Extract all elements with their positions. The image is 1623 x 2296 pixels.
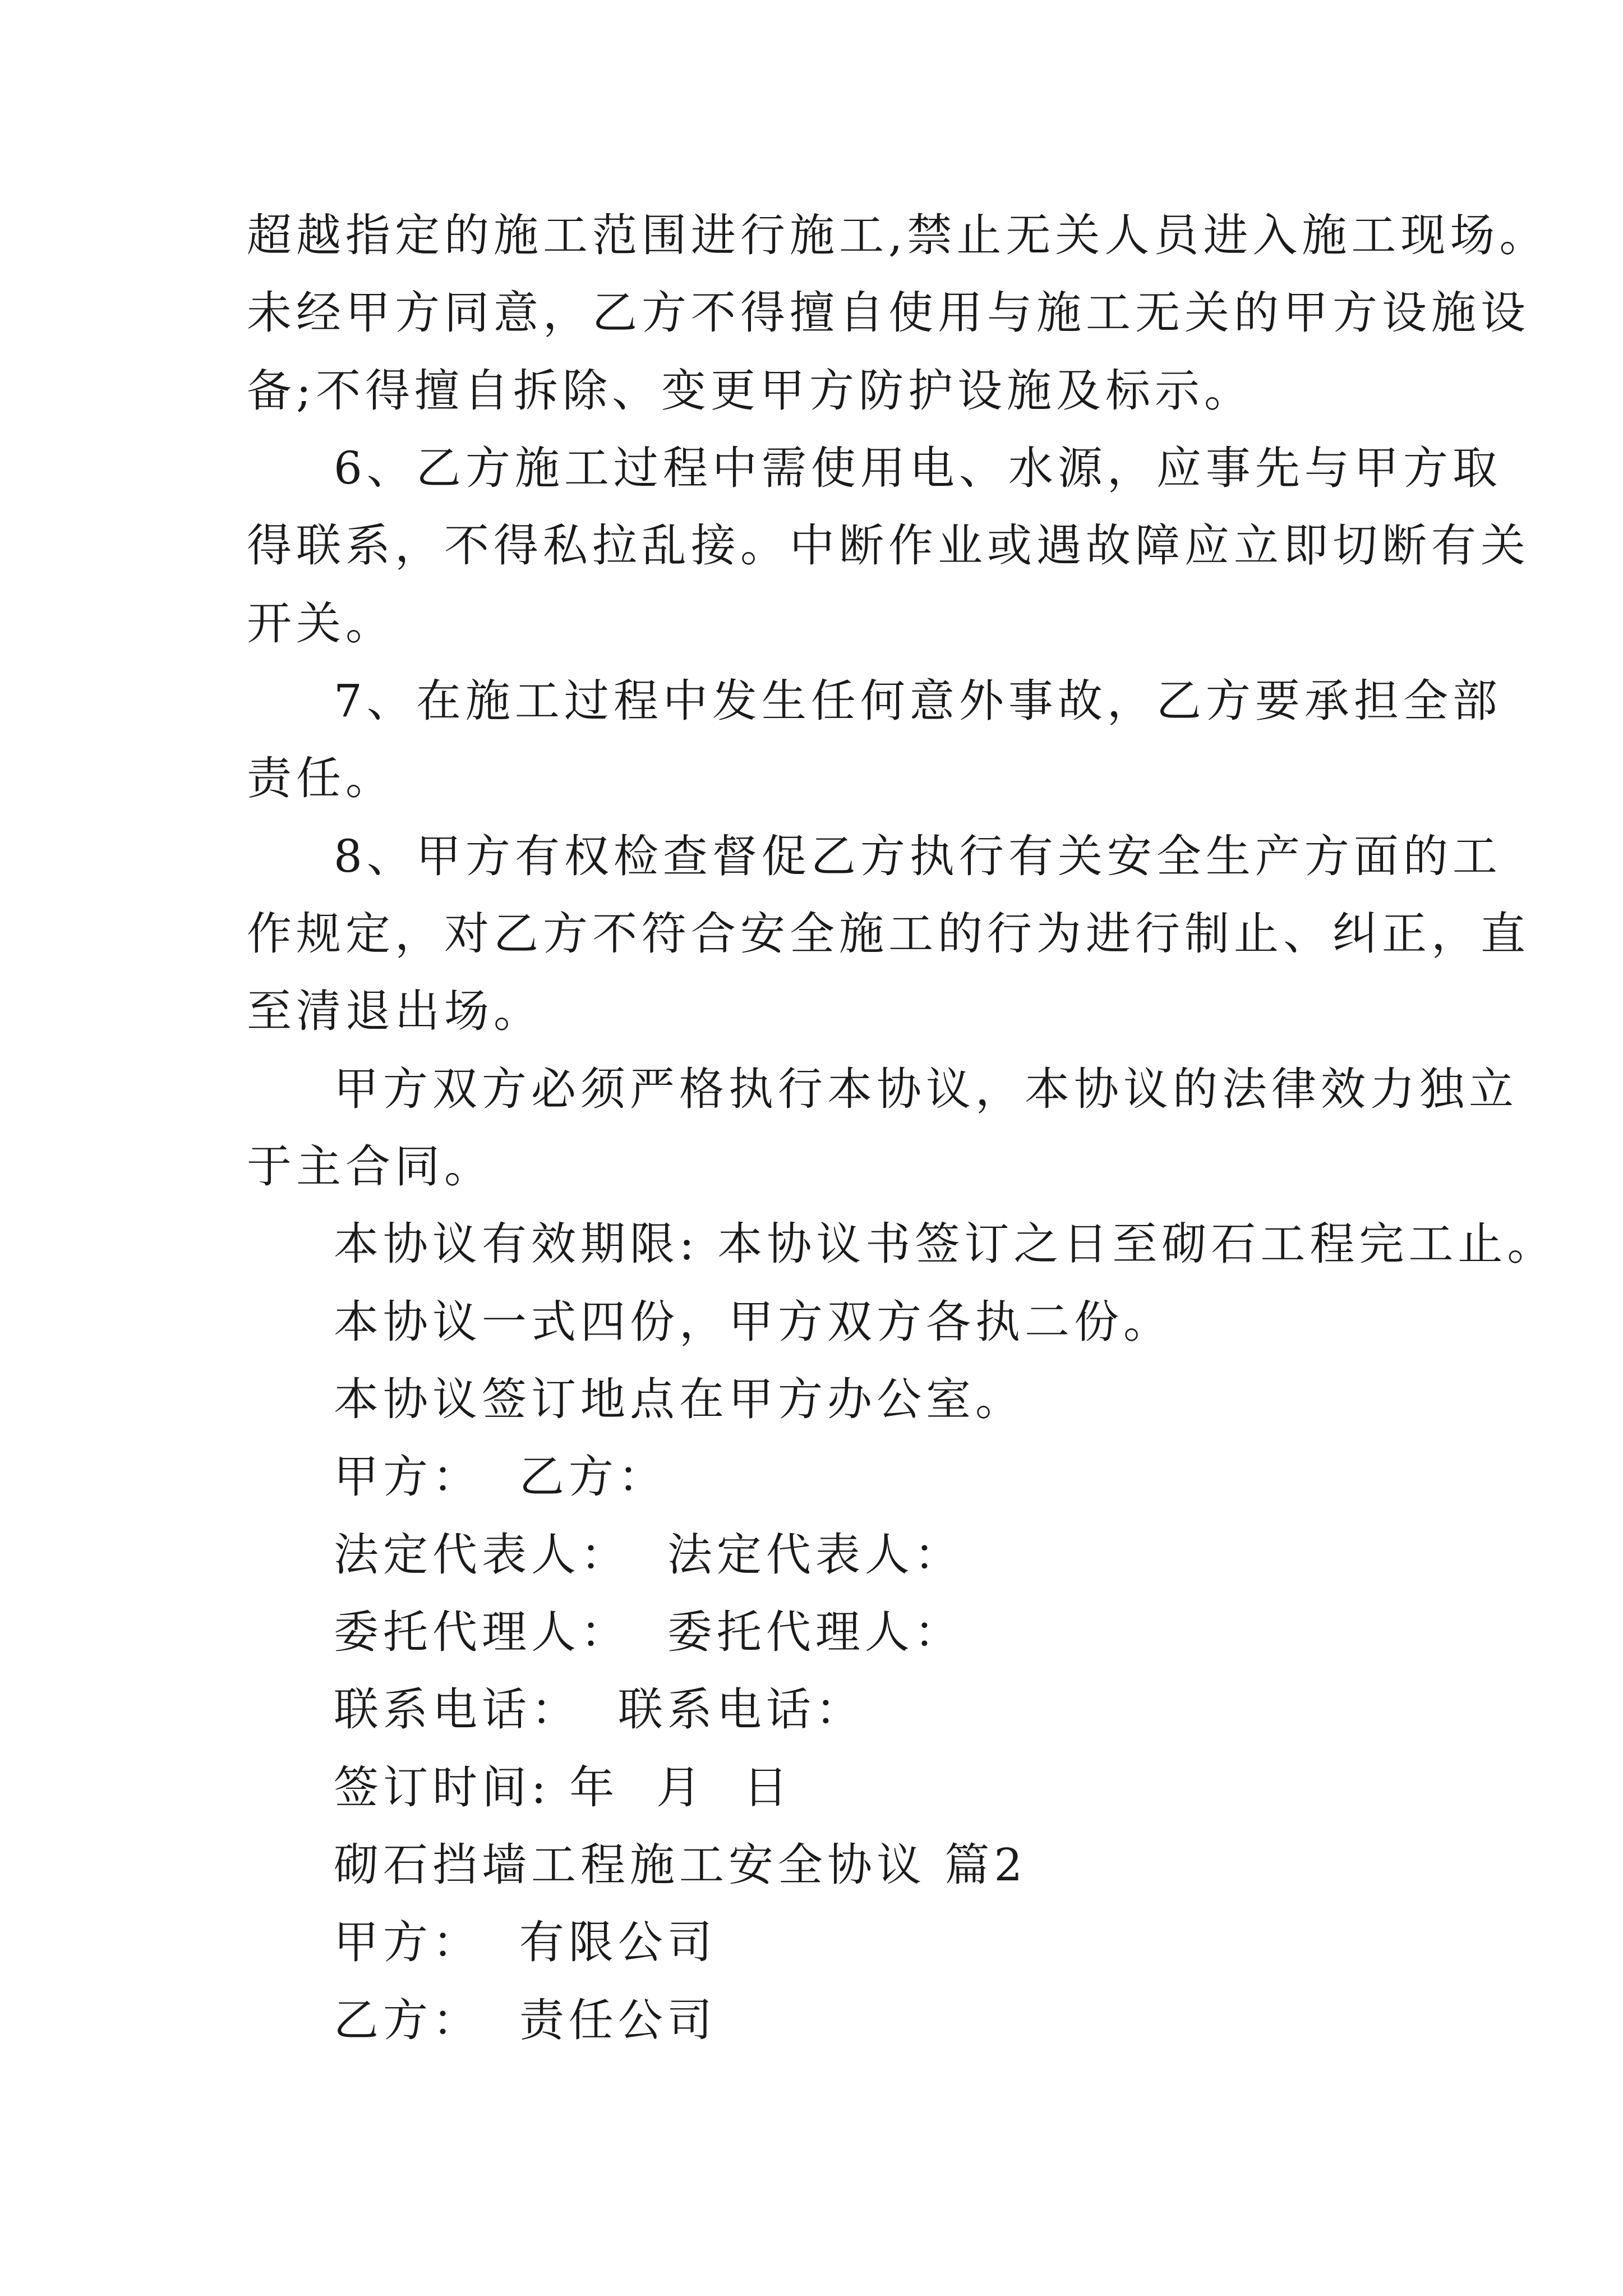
signature-field-party: 甲方： 乙方： xyxy=(334,1451,667,1503)
text-line: 责任。 xyxy=(247,752,395,804)
signature-field-agent: 委托代理人： 委托代理人： xyxy=(334,1606,963,1658)
section-heading: 砌石挡墙工程施工安全协议 篇2 xyxy=(334,1839,1027,1891)
signature-field-date: 签订时间: 年 月 日 xyxy=(334,1761,793,1814)
text-line: 作规定，对乙方不符合安全施工的行为进行制止、纠正，直 xyxy=(247,908,1530,960)
text-line: 备;不得擅自拆除、变更甲方防护设施及标示。 xyxy=(247,365,1253,417)
text-line: 未经甲方同意，乙方不得擅自使用与施工无关的甲方设施设 xyxy=(247,287,1530,339)
text-line: 甲方双方必须严格执行本协议，本协议的法律效力独立 xyxy=(334,1063,1518,1115)
text-line: 8、甲方有权检查督促乙方执行有关安全生产方面的工 xyxy=(334,830,1502,882)
text-line: 7、在施工过程中发生任何意外事故，乙方要承担全部 xyxy=(334,675,1502,727)
text-line: 得联系，不得私拉乱接。中断作业或遇故障应立即切断有关 xyxy=(247,519,1530,572)
text-line: 6、乙方施工过程中需使用电、水源，应事先与甲方取 xyxy=(334,442,1502,494)
party-b-line: 乙方： 责任公司 xyxy=(334,1994,717,2046)
text-line: 超越指定的施工范围进行施工,禁止无关人员进入施工现场。 xyxy=(247,209,1549,261)
text-line: 本协议签订地点在甲方办公室。 xyxy=(334,1373,1025,1425)
signature-field-legal-rep: 法定代表人： 法定代表人： xyxy=(334,1529,963,1581)
party-a-line: 甲方： 有限公司 xyxy=(334,1916,717,1968)
text-line: 于主合同。 xyxy=(247,1140,494,1193)
text-line: 本协议一式四份，甲方双方各执二份。 xyxy=(334,1296,1173,1348)
text-line: 本协议有效期限: 本协议书签订之日至砌石工程完工止。 xyxy=(334,1218,1557,1270)
text-line: 至清退出场。 xyxy=(247,985,543,1037)
signature-field-phone: 联系电话： 联系电话： xyxy=(334,1683,865,1736)
text-line: 开关。 xyxy=(247,597,395,650)
